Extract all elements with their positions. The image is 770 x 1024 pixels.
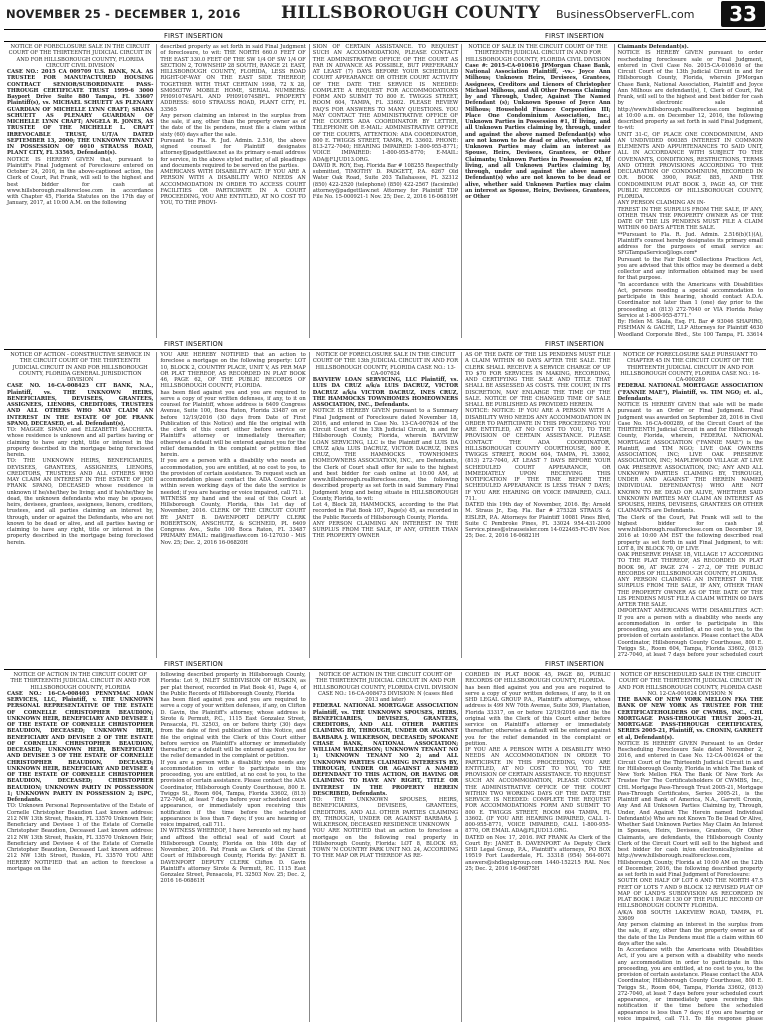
notice-paragraph: IMPORTANT AMERICANS WITH DISABILITIES ACT: If you are a person with a disability who needs any accommodation in order to participate in this proceeding, you are entitled, at no cost to you, to the provision of certain assistance. Please contact the ADA Coordinator, Hillsborough County Courthouse, 800 E. Twiggs St., Room 604, Tampa, Florida 33602, (813) 272-7040, at least 7 days before your scheduled court xyxy=(617,608,763,658)
notice-paragraph: YOU ARE NOTIFIED that an action to foreclose a mortgage on the following real property in Hillsborough County, Florida: LOT 8, BLOCK 65, TOWN 'N COUNTRY PARK UNIT NO. 24, ACCORDING TO THE MAP OR PLAT THEREOF AS RE- xyxy=(312,828,459,860)
notice-paragraph: NOTICE OF SALE IN THE CIRCUIT COURT OF THE THIRTEENTH JUDICIAL CIRCUIT IN AND FOR HILLSBOROUGH COUNTY, FLORIDA CIVIL DIVISION xyxy=(465,44,611,63)
site-link[interactable]: BusinessObserverFL.com xyxy=(556,8,695,21)
notice-paragraph: BAYVIEW LOAN SERVICING, LLC Plaintiff, vs. LUIS DA CRUZ a/k/a LUIS DACRUZ, VICTOR DACRUZ a/k/a VICTOR DACRUZ, INES CRUZ, THE HAMMOCKS TOWNHOMES HOMEOWNERS ASSOCIATION, INC., Defendants. xyxy=(312,377,459,408)
notice-paragraph: has been filed against you and you are required to serve a copy of your written defenses, if any, to it on counsel for Plaintiff, whose address is 6409 Congress Avenue, Suite 100, Boca Raton, Florida 33487 on or before 12/19/2016 (30 days from Date of First Publication of this Notice) and file the original with the clerk of this court either before service on Plaintiff's attorney or immediately thereafter; otherwise a default will be entered against you for the relief demanded in the complaint or petition filed herein. xyxy=(160,389,306,458)
notice-paragraph: DAVID R. ROY, Esq. Florida Bar # 108255 Respectfully submitted, TIMOTHY D. PADGETT, P.A. 6267 Old Water Oak Road, Suite 203 Tallahassee, FL 32312 (850) 422-2520 (telephone) (850) 422-2567 (facsimile) attorney@padgettlaw.net Attorney for Plaintiff TDP File No. 15-000921-1 Nov. 25; Dec. 2, 2016 16-06819H xyxy=(312,162,459,200)
notice-paragraph: If you are a person with a disability who needs any accommodation in order to participate in this proceeding, you are entitled, at no cost to you, to the provision of certain assistance. Please contact the ADA Coordinator, Hillsborough County Courthouse, 800 E. Twiggs St., Room 604, Tampa, Florida 33602, (813) 272-7040, at least 7 days before your scheduled court appearance, or immediately upon receiving this notification if the time before the scheduled appearance is less than 7 days; if you are hearing or voice impaired, call 711. xyxy=(160,759,306,828)
notice-paragraph: WITNESS my hand and the seal of this Court at Hillsborough County, Florida, this 1st day of November, 2016. CLERK OF THE CIRCUIT COURT BY: JANET B. DAVENPORT DEPUTY CLERK ROBERTSON, ANSCHUTZ, & SCHNEID, PL 6409 Congress Ave., Suite 100 Boca Raton, FL 33487 PRIMARY EMAIL: mail@rasflaw.com 16-127030 - MiS Nov. 25; Dec. 2, 2016 16-06820H xyxy=(160,495,306,546)
notice-paragraph: NOTICE IS HEREBY GIVEN that, pursuant to Plaintiff's Final Judgment of Foreclosure entered on October 24, 2016, in the above-captioned action, the Clerk of Court, Pat Frank, will sell to the highest and best bidder for cash at www.hillsborough.realforeclose.com in accordance with Chapter 45, Florida Statutes on the 17th day of January, 2017, at 10:00 A.M. on the following xyxy=(7,156,154,207)
notice-paragraph: By: Helen M. Skala, Esq. FL Bar # 93046 SHAPIRO, FISHMAN & GACHE, LLP Attorneys for Plaintiff 4630 Woodland Corporate Blvd., Ste 100 Tampa, FL 33614 xyxy=(617,319,763,338)
notice-paragraph: NOTICE IS HEREBY GIVEN that sale will be made pursuant to an Order or Final Judgment. Final Judgment was awarded on September 28, 2016 in Civil Case No. 16-CA-000289, of the Circuit Court of the THIRTEENTH Judicial Circuit in and for Hillsborough County, Florida, wherein, FEDERAL NATIONAL MORTGAGE ASSOCIATION ("FANNIE MAE") is the Plaintiff, and TIM NGO; LIVE OAK OWNERS ASSOCIATION, INC; LIVE OAK PRESERVE ASSOCIATION, INC; MAPLEWOOD VILLAGE AT LIVE OAK PRESERVE ASSOCIATION, INC; ANY AND ALL UNKNOWN PARTIES CLAIMING BY, THROUGH, UNDER AND AGAINST THE HEREIN NAMED INDIVIDUAL DEFENDANT(S) WHO ARE NOT KNOWN TO BE DEAD OR ALIVE, WHETHER SAID UNKNOWN PARTIES MAY CLAIM AN INTEREST AS SPOUSES, HEIRS, DEVISEES, GRANTEES OR OTHER CLAIMANTS are Defendants. xyxy=(617,402,763,515)
notice-paragraph: ANY PERSON CLAIMING AN IN- xyxy=(617,200,706,207)
notice-column xyxy=(156,44,308,338)
notice-paragraph: A/K/A 808 SOUTH LAKEVIEW ROAD, TAMPA, FL 33609 xyxy=(617,909,763,922)
notice-column xyxy=(309,44,461,338)
notice-column xyxy=(614,672,766,1022)
notice-paragraph: NOTICE OF ACTION IN THE CIRCUIT COURT OF THE THIRTEENTH JUDICIAL CIRCUIT IN AND FOR HILLSBOROUGH COUNTY, FLORIDA CIVIL DIVISION CASE NO.: 16-CA-008473 DIVISION: N (cases filed 2013 and later) xyxy=(313,672,458,703)
notice-paragraph: FEDERAL NATIONAL MORTGAGE ASSOCIATION ("FANNIE MAE"), Plaintiff, vs. TIM NGO; et. al., Defendants. xyxy=(617,383,763,402)
notice-paragraph: ANY PERSON CLAIMING AN INTEREST IN THE SURPLUS FROM THE SALE, IF ANY, OTHER THAN THE PROPERTY OWNER AS OF THE DATE OF THE LIS PENDENS MUST FILE A CLAIM WITHIN 60 DAYS AFTER THE SALE. xyxy=(617,577,763,608)
notice-paragraph: YOU ARE HEREBY NOTIFIED that an action to foreclose a mortgage on the following property: LOT 10, BLOCK 2, COUNTRY PLACE, UNIT V, AS PER MAP OR PLAT THEREOF, AS RECORDED IN PLAT BOOK 46, PAGE 62, OF THE PUBLIC RECORDS OF HILLSBOROUGH COUNTY, FLORIDA. xyxy=(160,352,306,390)
notice-paragraph: NOTICE OF RESCHEDULED SALE IN THE CIRCUIT COURT OF THE THIRTEENTH JUDICIAL CIRCUIT IN AND FOR HILLSBOROUGH COUNTY, FLORIDA CASE NO. 12-CA-001624 DIVISION: N xyxy=(618,672,763,697)
notice-paragraph: DATED this 19th day of November, 2016. By: Arnold M. Straus Jr., Esq. Fla. Bar # 275328 STRAUS & EISLER, P.A. Attorneys for Plaintiff 10081 Pines Blvd, Suite C Pembroke Pines, FL 33024 954-431-2000 Service.pines@strauseisler.com 14-022465-FC-BV Nov. 25; Dec. 2, 2016 16-06821H xyxy=(465,502,611,540)
notice-column xyxy=(614,44,766,338)
notice-paragraph: has been filed against you and you are required to serve a copy of your written defenses, if any, to it on SHD LEGAL GROUP P.A., Plaintiff's attorneys, whose address is 499 NW 70th Avenue, Suite 309, Plantation, Florida 33317, on or before 12/19/2016 and file the original with the Clerk of this Court either before service on Plaintiff's attorney or immediately thereafter; otherwise a default will be entered against you for the relief demanded in the complaint or petition. xyxy=(465,684,611,747)
notice-paragraph: Pursuant to the Fair Debt Collections Practices Act, you are advised that this office may be deemed a debt collector and any information obtained may be used for that purpose. xyxy=(617,256,763,282)
notice-paragraph: NOTICE IS HEREBY GIVEN Pursuant to an Order Rescheduling Foreclosure Sale dated November 2, 2016, and entered in Case No. 12-CA-001624 of the Circuit Court of the Thirteenth Judicial Circuit in and for Hillsborough County, Florida in which The Bank of New York Mellon FKA The Bank Of New York As Trustee For The Certificateholders Of CWMBS, Inc., CHL Mortgage Pass-Through Trust 2005-21, Mortgage Pass-Through Certificates, Series 2005-21, is the Plaintiff and Bank of America, N.A., Garrett Cronin, Any And All Unknown Parties Claiming by, Through, Under, And Against The Herein named Individual Defendant(s) Who are not Known To Be Dead Or Alive, Whether Said Unknown Parties May Claim An Interest in Spouses, Heirs, Devisees, Grantees, Or Other Claimants, are defendants, the Hillsborough County Clerk of the Circuit Court will sell to the highest and best bidder for cash in/on electronically/online at http://www.hillsborough.realforeclose.com, Hillsborough County, Florida at 10:00 AM on the 12th of December, 2016, the following described property as set forth in said Final Judgment of Foreclosure: xyxy=(617,740,763,878)
notice-paragraph: **Pursuant to Fla. R. Jud. Admin. 2.516(b)(1)(A), Plaintiff's counsel hereby designates its primary email address for the purposes of email service as: SFGTampaService@logs.com* xyxy=(617,231,763,257)
notice-column xyxy=(4,672,156,1022)
notice-paragraph: Case #: 2015-CA-010616 JPMorgan Chase Bank, National Association Plaintiff, -vs.- Joyce Ann Milhous; Unknown Heirs, Devisees, Grantees, Assignees, Creditors and Lienors of Christopher Michael Milhous, and All Other Persons Claiming by and Through, Under, Against The Named Defendant (s); Unknown Spouse of Joyce Ann Milhous; Household Finance Corporation III; Place One Condominium Association, Inc.; Unknown Parties in Possession #1, If living, and all Unknown Parties claiming by, through, under and against the above named Defendant(s) who are not known to be dead or alive, whether said Unknown Parties may claim an interest as Spouse, Heirs, Devisees, Grantees, or Other Claimants; Unknown Parties in Possession #2, If living, and all Unknown Parties claiming by, through, under and against the above named Defendant(s) who are not known to be dead or alive, whether said Unknown Parties may claim an interest as Spouse, Heirs, Devisees, Grantees, or Other xyxy=(465,62,611,200)
notice-paragraph: NOTICE OF FORECLOSURE SALE PURSUANT TO CHAPTER 45 IN THE CIRCUIT COURT OF THE THIRTEENTH JUDICIAL CIRCUIT IN AND FOR HILLSBOROUGH COUNTY, FLORIDA CASE NO.: 16-CA-000289 xyxy=(620,352,761,383)
notice-paragraph: CASE NO.: 2015 CA 009709 U.S. BANK, N.A. AS TRUSTEE FOR MANUFACTURED HOUSING CONTRACT SENIOR/SUBORDINATE PASS-THROUGH CERTIFICATE TRUST 1999-6 3000 Bayport Drive Suite 880 Tampa, FL 33607 Plaintiff(s), vs. MICHAEL SCHUETT AS PLENARY GUARDIAN OF MICHELLE LYNN CRAFT; SHANA SCHUETT AS PLENARY GUARDIAN OF MICHELLE LYNN CRAFT; ANGELA R. JONES, AS TRUSTEE OF THE MICHELLE L. CRAFT IRREVOCABLE TRUST, U/T/A DATED SEPTEMBER 13, 2000; THE UNKNOWN TENANT IN POSSESSION OF 6010 STRAUSS ROAD, PLANT CITY, FL 33565, Defendant(s). xyxy=(7,69,154,157)
band-1-columns xyxy=(4,44,766,338)
notice-column xyxy=(4,44,156,338)
notice-paragraph: NOTICE OF ACTION - CONSTRUCTIVE SERVICE IN THE CIRCUIT COURT OF THE THIRTEENTH JUDICIAL CIRCUIT IN AND FOR HILLSBOROUGH COUNTY, FLORIDA GENERAL JURISDICTION DIVISION xyxy=(10,352,151,383)
notice-paragraph: TO: MAGGIE SPANO and ELIZABETH SACCHETA. whose residence is unknown and all parties having or claiming to have any right, title or interest in the property described in the mortgage being foreclosed herein. xyxy=(7,427,154,458)
band-1-left-label: FIRST INSERTION xyxy=(164,32,224,40)
notice-paragraph: TEREST IN THE SURPLUS FROM THE SALE, IF ANY, OTHER THAN THE PROPERTY OWNER AS OF THE DATE OF THE LIS PENDENS MUST FILE A CLAIM WITHIN 60 DAYS AFTER THE SALE. xyxy=(617,206,763,232)
notice-column xyxy=(309,352,461,658)
masthead xyxy=(0,0,770,30)
notice-paragraph: IN WITNESS WHEREOF, I have hereunto set my hand and affixed the official seal of said Court at Hillsborough County, Florida on this 16th day of November, 2016. Pat Frank as Clerk of the Circuit Court of Hillsborough County, Florida By: JANET B. DAVENPORT DEPUTY CLERK Clifton D. Gavin Plaintiff's attorney Sirote & Permutt, P.C. 1115 East Gonzalez Street, Pensacola, FL 32503 Nov. 25; Dec. 2, 2016 16-06861H xyxy=(160,828,306,885)
notice-paragraph: OAK PRESERVE PHASE 1B, VILLAGE 17 ACCORDING TO THE PLAT THEREOF, AS RECORDED IN PLAT BOOK 96, AT PAGE 274 - 27.2, OF THE PUBLIC RECORDS OF HILLSBOROUGH COUNTY, FLORIDA. xyxy=(617,552,763,577)
band-3-header xyxy=(4,660,766,670)
notice-paragraph: IF YOU ARE A PERSON WITH A DISABILITY WHO NEEDS AN ACCOMMODATION IN ORDER TO PARTICIPATE IN THIS PROCEEDING, YOU ARE ENTITLED, AT NO COST TO YOU, TO THE PROVISION OF CERTAIN ASSISTANCE. TO REQUEST SUCH AN ACCOMMODATION, PLEASE CONTACT THE ADMINISTRATIVE OFFICE OF THE COURT WITHIN TWO WORKING DAYS OF THE DATE THE SERVICE IS NEEDED: COMPLETE THE REQUEST FOR ACCOMMODATIONS FORM AND SUBMIT TO 800 E. TWIGGS STREET, ROOM 604 TAMPA, FL 33602. (IF YOU ARE HEARING IMPAIRED, CALL 1-800-955-8771, VOICE IMPAIRED, CALL 1-800-955-8770, OR EMAIL ADA@FLJUD13.ORG. xyxy=(465,747,611,835)
notice-paragraph: CASE NO.: 16-CA-008403 PENNYMAC LOAN SERVICES, LLC, Plaintiff, v. THE UNKNOWN PERSONAL REPRESENTATIVE OF THE ESTATE OF CORNELLE CHRISTOPHER BEAUDION; UNKNOWN HEIR, BENEFICIARY AND DEVISEE 1 OF THE ESTATE OF CORNELLE CHRISTOPHER BEAUDION, DECEASED; UNKNOWN HEIR, BENEFICIARY AND DEVISEE 2 OF THE ESTATE OF CORNELLE CHRISTOPHER BEAUDION, DECEASED; UNKNOWN HEIR, BENEFICIARY AND DEVISEE 3 OF THE ESTATE OF CORNELLE CHRISTOPHER BEAUDION, DECEASED; UNKNOWN HEIR, BENEFICIARY AND DEVISEE 4 OF THE ESTATE OF CORNELLE CHRISTOPHER BEAUDION, DECEASED; CHRISTOPHER BEAUDION; UNKNOWN PARTY IN POSSESSION 1; UNKNOWN PARTY IN POSSESSION 2; ISPC, Defendants. xyxy=(7,690,154,803)
notice-paragraph: SION OF CERTAIN ASSISTANCE. TO REQUEST SUCH AN ACCOMMODATION, PLEASE CONTACT THE ADMINISTRATIVE OFFICE OF THE COURT AS FAR IN ADVANCE AS POSSIBLE, BUT PREFERABLY AT LEAST (7) DAYS BEFORE YOUR SCHEDULED COURT APPEARANCE OR OTHER COURT ACTIVITY OF THE DATE THE SERVICE IS NEEDED: COMPLETE A REQUEST FOR ACCOMMODATIONS FORM AND SUBMIT TO 800 E. TWIGGS STREET, ROOM 604, TAMPA, FL 33602. PLEASE REVIEW FAQ'S FOR ANSWERS TO MANY QUESTIONS. YOU MAY CONTACT THE ADMINISTRATIVE OFFICE OF THE COURTS ADA COORDINATOR BY LETTER, TELEPHONE OR E-MAIL: ADMINISTRATIVE OFFICE OF THE COURTS, ATTENTION: ADA COORDINATOR, 800 E. TWIGGS STREET, TAMPA, FL 33602. PHONE: 813-272-7040; HEARING IMPAIRED: 1-800-955-8771; VOICE IMPAIRED: 1-800-955-8770; E-MAIL: ADA@FLJUD13.ORG. xyxy=(312,44,459,163)
notice-paragraph: Claimants Defendant(s). xyxy=(617,44,689,50)
notice-column xyxy=(461,352,613,658)
notice-paragraph: DATED on Nov. 17, 2016. PAT FRANK As Clerk of the Court By: JANET B. DAVENPORT As Deputy Clerk SHD Legal Group, P.A., Plaintiff's attorneys, PO BOX 19519 Fort Lauderdale, FL 33318 (954) 564-0071 answers@shdlegalgroup.com 1440-152215 RAL Nov. 25; Dec. 2, 2016 16-06875H xyxy=(465,834,611,872)
band-3-right-label: FIRST INSERTION xyxy=(545,660,605,668)
page-number-badge: 33 xyxy=(721,1,765,27)
notice-paragraph: CASE NO. 16-CA-008423 CIT BANK, N.A., Plaintiff, vs. THE UNKNOWN HEIRS, BENEFICIARIES, DEVISEES, GRANTEES, ASSIGNEES, LIENORS, CREDITORS, TRUSTEES AND ALL OTHERS WHO MAY CLAIM AN INTEREST IN THE ESTATE OF JOE FRANK SPANO, DECEASED, et. al. Defendant(s), xyxy=(7,383,154,427)
notice-paragraph: NOTICE OF FORECLOSURE SALE IN THE CIRCUIT COURT OF THE THIRTEENTH JUDICIAL CIRCUIT IN AND FOR HILLSBOROUGH COUNTY, FLORIDA CIRCUIT CIVIL DIVISION xyxy=(8,44,152,69)
band-2-header xyxy=(4,340,766,350)
band-3-left-label: FIRST INSERTION xyxy=(164,660,224,668)
notice-paragraph: The Clerk of the Court, Pat Frank will sell to the highest bidder for cash at www.hillsborough.realforeclose.com on December 19, 2016 at 10:00 AM EST the following described real property as set forth in said Final Judgment, to wit: LOT 8, IN BLOCK 70, OF LIVE xyxy=(617,514,763,552)
header-rule xyxy=(4,29,766,30)
band-1-right-label: FIRST INSERTION xyxy=(545,32,605,40)
notice-paragraph: TO: THE UNKNOWN SPOUSES, HEIRS, BENEFICIARIES, DEVISEES, GRANTEES, CREDITORS, AND ALL OTHER PARTIES CLAIMING BY, THROUGH, UNDER OR AGAINST BARBARA J. WILKERSON, DECEASED RESIDENCE UNKNOWN xyxy=(312,797,459,828)
notice-paragraph: In Accordance with the Americans with Disabilities Act, if you are a person with a disability who needs any accommodation in order to participate in this proceeding, you are entitled, at no cost to you, to the provision of certain assistance. Please contact the ADA Coordinator, Hillsborough County Courthouse, 800 E. Twiggs St., Room 604, Tampa, Florida 33602, (813) 272-7040, at least 7 days before your scheduled court appearance, or immediately upon receiving this notification if the time before the scheduled appearance is less than 7 days; if you are hearing or voice impaired, call 711. To file response please xyxy=(617,947,763,1022)
notice-column xyxy=(614,352,766,658)
notice-column xyxy=(461,672,613,1022)
notice-paragraph: TO: Unknown Personal Representative of the Estate of Cornelle Christopher Beaudion Last known address: 212 NW 13th Street, Ruskin, FL 33570 Unknown Heir, Beneficiary and Devisee 1 of the Estate of Cornelle Christopher Beaudion, Deceased Last known address: 212 NW 13th Street, Ruskin, FL 33570 Unknown Heir, Beneficiary and Devisee 4 of the Estate of Cornelle Christopher Beaudion, Deceased Last known address: 212 NW 13th Street, Ruskin, FL 33570 YOU ARE HEREBY NOTIFIED that an action to foreclose a mortgage on the xyxy=(7,803,154,872)
notice-paragraph: If you are a person with a disability who needs an accommodation, you are entitled, at no cost to you, to the provision of certain assistance. To request such an accommodation please contact the ADA Coordinator within seven working days of the date the service is needed; if you are hearing or voice impaired, call 711. xyxy=(160,458,306,496)
band-1-header xyxy=(4,32,766,42)
notice-paragraph: Lot 4, Block 28, HAMMOCKS, according to the Plat recorded in Plat Book 107, Page(s) 45, as recorded in the Public Records of Hillsborough County, Florida. xyxy=(312,502,459,521)
issue-date: NOVEMBER 25 - DECEMBER 1, 2016 xyxy=(6,7,241,21)
notice-paragraph: Any person claiming an interest in the surplus from the sale, if any, other than the property owner as of the date of the Lis Pendens must file a claim within 60 days after the sale. xyxy=(617,922,763,947)
notice-paragraph: NOTICE OF FORECLOSURE SALE IN THE CIRCUIT COURT OF THE 13th JUDICIAL CIRCUIT IN AND FOR HILLSBOROUGH COUNTY, FLORIDA CASE NO.: 13-CA-007624 xyxy=(312,352,459,377)
section-title: HILLSBOROUGH COUNTY xyxy=(281,3,541,23)
notice-paragraph: SOUTH ONE HALF OF LOT 6 AND THE NORTH 47.5 FEET OF LOTS 7 AND 9 BLOCK 12 REVISED PLAT OF MAP OF LAND'S SUBDIVISION AS RECORDED IN PLAT BOOK 1 PAGE 130 OF THE PUBLIC RECORD OF HILLSBOROUGH COUNTY FLORIDA. xyxy=(617,878,763,910)
notice-paragraph: UNIT 31-C, OF PLACE ONE CONDOMINIUM, AND AN UNDIVIDED 000385 INTEREST IN COMMON ELEMENTS AND APPURTENANCES TO SAID UNIT, ALL IN ACCORDANCE WITH SUBJECT TO THE COVENANTS, CONDITIONS, RESTRICTIONS, TERMS AND OTHER PROVISIONS ACCORDING TO THE DECLARATION OF CONDOMINIUM, RECORDED IN O.R. BOOK 3900, PAGE 885, AND THE CONDOMINIUM PLAT BOOK 3, PAGE 45, OF THE PUBLIC RECORDS OF HILLSBOROUGH COUNTY, FLORIDA. xyxy=(617,131,763,200)
notice-column xyxy=(4,352,156,658)
band-3-columns xyxy=(4,672,766,1022)
notice-paragraph: following described property in Hillsborough County, Florida: Lot 9, INLET SUBDIVISION OF RUSKIN, as per plat thereof, recorded in Plat Book 41, Page 4, of the Public Records of Hillsborough County, Florida xyxy=(160,672,306,697)
notice-column xyxy=(156,352,308,658)
notice-paragraph: FEDERAL NATIONAL MORTGAGE ASSOCIATION Plaintiff, vs. THE UNKNOWN SPOUSES, HEIRS, BENEFICIARIES, DEVISEES, GRANTEES, CREDITORS, AND ALL OTHER PARTIES CLAIMING BY, THROUGH, UNDER OR AGAINST BARBARA J. WILKERSON, DECEASED; SPOKANE CHASE BANK, NATIONAL ASSOCIATION; WILLIAM WILKERSON; UNKNOWN TENANT NO 1; UNKNOWN TENANT NO 2; and ALL UNKNOWN PARTIES CLAIMING INTERESTS BY, THROUGH, UNDER OR AGAINST A NAMED DEFENDANT TO THIS ACTION, OR HAVING OR CLAIMING TO HAVE ANY RIGHT, TITLE OR INTEREST IN THE PROPERTY HEREIN DESCRIBED, Defendants. xyxy=(312,703,459,797)
notice-paragraph: has been filed against you and you are required to serve a copy of your written defenses, if any, on Clifton D. Gavin, the Plaintiff's attorney, whose address is Sirote & Permutt, P.C., 1115 East Gonzalez Street, Pensacola, FL 32503, on or before thirty (30) days from the date of first publication of this Notice, and file the original with the Clerk of this Court either before service on Plaintiff's attorney or immediately thereafter; or a default will be entered against you for the relief demanded in the complaint or petition. xyxy=(160,697,306,760)
band-2-columns xyxy=(4,352,766,658)
notice-paragraph: TO: THE UNKNOWN HEIRS, BENEFICIARIES, DEVISEES, GRANTEES, ASSIGNEES, LIENORS, CREDITORS, TRUSTEES AND ALL OTHERS WHO MAY CLAIM AN INTEREST IN THE ESTATE OF JOE FRANK SPANO, DECEASED whose residence is unknown if he/she/they be living; and if he/she/they be dead, the unknown defendants who may be spouses, heirs, devisees, grantees, assignees, lienors, creditors, trustees, and all parties claiming an interest by, through, under or against the Defendants, who are not known to be dead or alive, and all parties having or claiming to have any right, title or interest in the property described in the mortgage being foreclosed herein. xyxy=(7,458,154,546)
band-2-left-label: FIRST INSERTION xyxy=(164,340,224,348)
notice-paragraph: AS OF THE DATE OF THE LIS PENDENS MUST FILE A CLAIM WITHIN 60 DAYS AFTER THE SALE. THE CLERK SHALL RECEIVE A SERVICE CHARGE OF UP TO $70 FOR SERVICES IN MAKING, RECORDING, AND CERTIFYING THE SALE AND TITLE THAT SHALL BE ASSESSED AS COSTS. THE COURT, IN ITS DISCRETION, MAY ENLARGE THE TIME OF THE SALE. NOTICE OF THE CHANGED TIME OF SALE SHALL BE PUBLISHED AS PROVIDED HEREIN. xyxy=(465,352,611,408)
notice-paragraph: ANY PERSON CLAIMING AN INTEREST IN THE SURPLUS FROM THE SALE, IF ANY, OTHER THAN THE PROPERTY OWNER xyxy=(312,520,459,540)
band-2-right-label: FIRST INSERTION xyxy=(545,340,605,348)
notice-paragraph: NOTICE: NOTICE: IF YOU ARE A PERSON WITH A DISABILITY WHO NEEDS ANY ACCOMMODATION IN ORDER TO PARTICIPATE IN THIS PROCEEDING YOU ARE ENTITLED, AT NO COST TO YOU, TO THE PROVISION OF CERTAIN ASSISTANCE. PLEASE CONTACT THE ADA COORDINATOR, HILLSBOROUGH COUNTY COURTHOUSE, 800 E. TWIGGS STREET, ROOM 604, TAMPA, FL 33602, (813) 272-7040, AT LEAST 7 DAYS BEFORE YOUR SCHEDULED COURT APPEARANCE, OR IMMEDIATELY UPON RECEIVING THIS NOTIFICATION IF THE TIME BEFORE THE SCHEDULED APPEARANCE IS LESS THAN 7 DAYS; IF YOU ARE HEARING OR VOICE IMPAIRED, CALL 711. xyxy=(465,408,611,502)
notice-column xyxy=(309,672,461,1022)
notice-paragraph: NOTICE IS HEREBY GIVEN pursuant to order rescheduling foreclosure sale or Final Judgment, entered in Civil Case No. 2015-CA-010616 of the Circuit Court of the 13th Judicial Circuit in and for Hillsborough County, Florida, wherein JPMorgan Chase Bank, National Association, Plaintiff and Joyce Ann Milhous are defendant(s), I, Clerk of Court, Pat Frank, will sell to the highest and best bidder for cash by electronic sale at http://www.hillsborough.realforeclose.com beginning at 10:00 a.m. on December 12, 2016, the following described property as set forth in said Final Judgment, to-wit: xyxy=(617,50,763,132)
notice-paragraph: NOTICE IS HEREBY GIVEN pursuant to a Summary Final Judgment of Foreclosure dated November 18, 2016, and entered in Case No. 13-CA-007624 of the Circuit Court of the 13th Judicial Circuit, in and for Hillsborough County, Florida, wherein BAYVIEW LOAN SERVICING, LLC is the Plaintiff and LUIS DA CRUZ a/k/a LUIS DACRUZ, VICTOR DACRUZ, INES CRUZ, THE HAMMOCKS TOWNHOMES HOMEOWNERS ASSOCIATION, INC., are Defendants, the Clerk of Court shall offer for sale to the highest and best bidder for cash online at 10:00 AM, at www.hillsborough.realforeclose.com, the following described property as set forth in said Summary Final Judgment lying and being situate in HILLSBOROUGH County, Florida, to wit: xyxy=(312,408,459,502)
notice-paragraph: described property as set forth in said Final Judgment of foreclosure, to wit: THE NORTH 660.0 FEET OF THE EAST 330.0 FEET OF THE SW 1/4 OF SW 1/4 OF SECTION 2, TOWNSHIP 28 SOUTH, RANGE 21 EAST, HILLSBOROUGH COUNTY, FLORIDA, LESS ROAD RIGHT-OF-WAY ON THE EAST SIDE THEREOF, TOGETHER WITH THAT CERTAIN 1998, 72 X 28, SM0563TW MOBILE HOME, SERIAL NUMBERS: PH091074SAFL AND PH091074SBFL. PROPERTY ADDRESS: 6010 STRAUSS ROAD, PLANT CITY, FL 33565 xyxy=(160,44,306,113)
notice-paragraph: NOTICE OF ACTION IN THE CIRCUIT COURT OF THE THIRTEENTH JUDICIAL CIRCUIT IN AND FOR HILLSBOROUGH COUNTY, FLORIDA xyxy=(10,672,150,691)
notice-column xyxy=(461,44,613,338)
notice-paragraph: CORDED IN PLAT BOOK 45, PAGE 80, PUBLIC RECORDS OF HILLSBOROUGH COUNTY, FLORIDA. xyxy=(465,672,611,685)
notice-paragraph: AMERICANS WITH DISABILITY ACT: IF YOU ARE A PERSON WITH A DISABILITY WHO NEEDS AN ACCOMMODATION IN ORDER TO ACCESS COURT FACILITIES OR PARTICIPATE IN A COURT PROCEEDING, YOU ARE ENTITLED, AT NO COST TO YOU, TO THE PROVI- xyxy=(160,169,306,207)
notice-paragraph: THE BANK OF NEW YORK MELLON FKA THE BANK OF NEW YORK AS TRUSTEE FOR THE CERTIFICATEHOLDERS OF CWMBS, INC., CHL MORTGAGE PASS-THROUGH TRUST 2005-21, MORTGAGE PASS-THROUGH CERTIFICATES, SERIES 2005-21, Plaintiff, vs. CRONIN, GARRETT et al, Defendant(s). xyxy=(617,697,763,741)
notice-paragraph: Pursuant to Fla. R. Jud. Admin. 2.516, the above signed counsel for Plaintiff designates attorney@padgettlaw.net as its primary e-mail address for service, in the above styled matter, of all pleadings and documents required to be served on the parties. xyxy=(160,137,306,169)
notice-paragraph: "In accordance with the Americans with Disabilities Act, persons needing a special accommodation to participate in this hearing, should contact A.D.A. Coordinator not later than 1 (one) day prior to the proceeding at (813) 272-7040 or VIA Florida Relay Service at 1-800-955-8771." xyxy=(617,281,763,319)
notice-column xyxy=(156,672,308,1022)
notice-paragraph: Any person claiming an interest in the surplus from the sale, if any, other than the property owner as of the date of the lis pendens, must file a claim within sixty (60) days after the sale. xyxy=(160,112,306,138)
